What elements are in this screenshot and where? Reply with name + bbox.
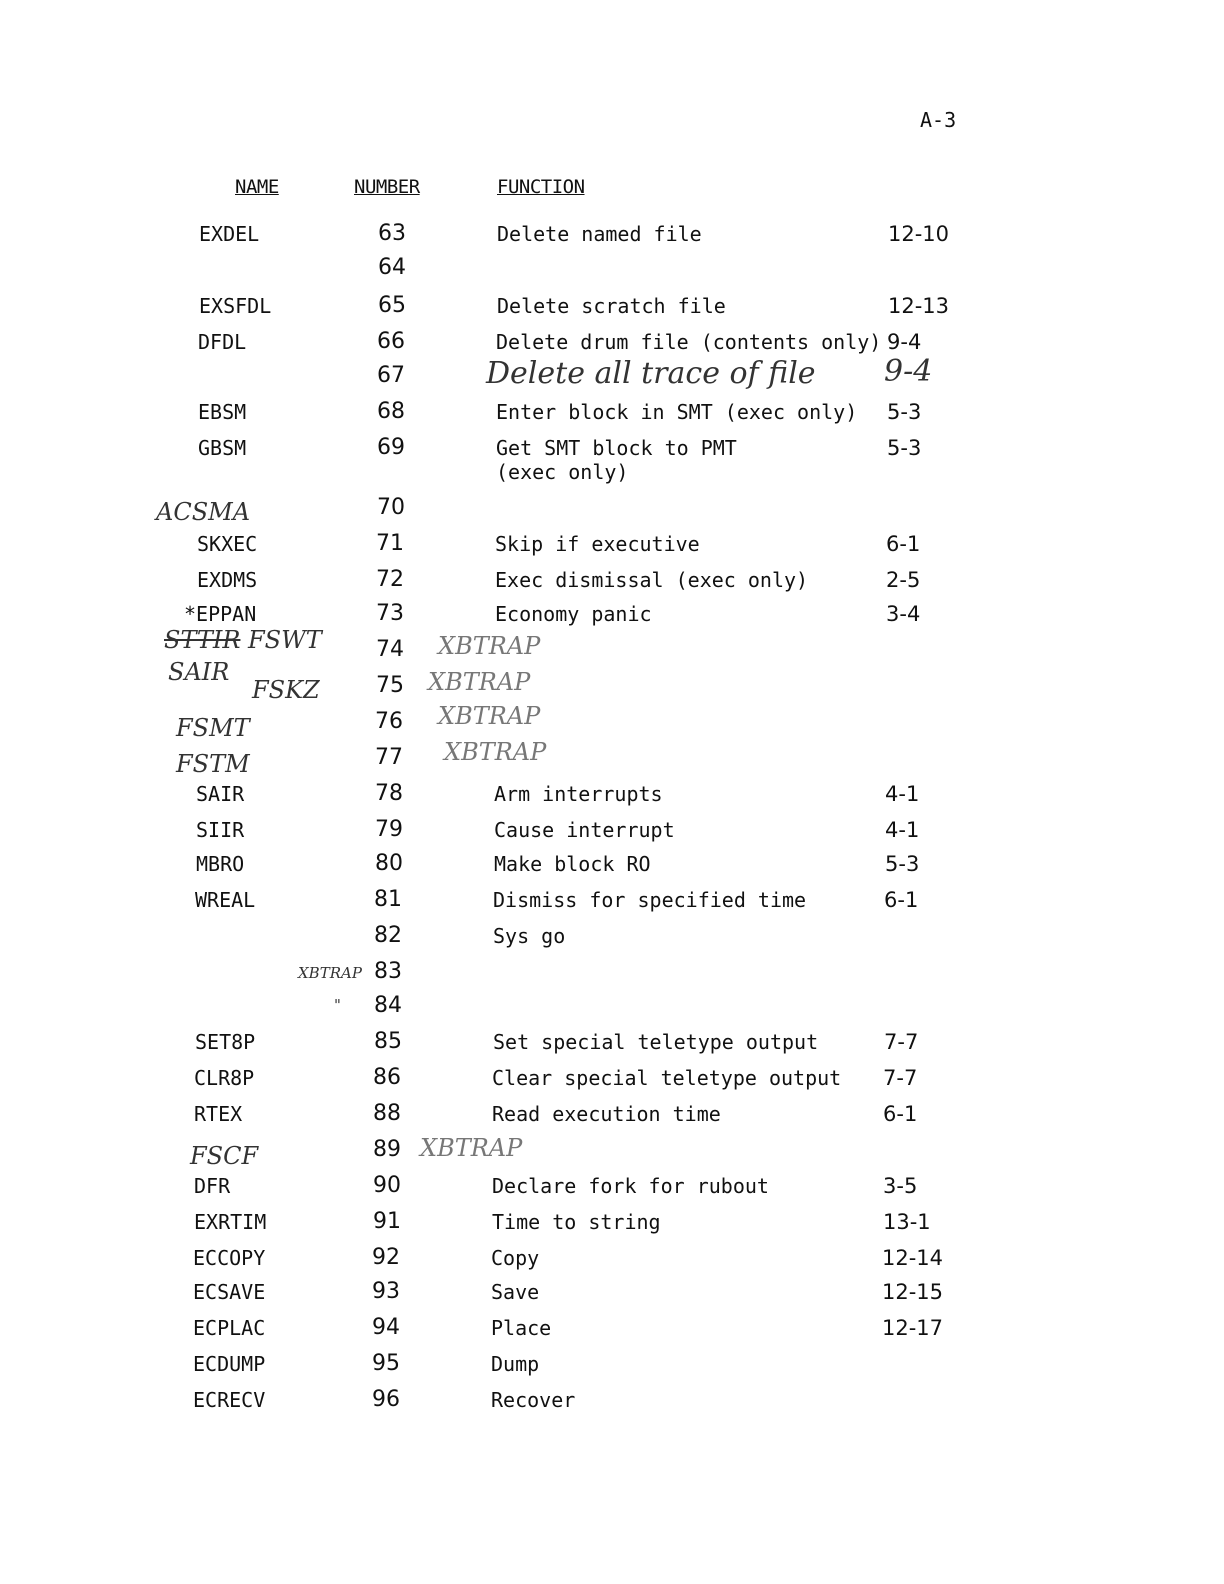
row-name: ECPLAC — [193, 1316, 266, 1340]
row-name: DFDL — [198, 330, 247, 354]
row-name: ECCOPY — [193, 1246, 266, 1270]
row-page-ref: 3-4 — [886, 602, 921, 626]
row-page-ref: 4-1 — [885, 782, 920, 806]
table-row — [0, 1174, 1224, 1202]
handwritten-note-84: " — [334, 996, 341, 1014]
row-page-ref: 5-3 — [887, 436, 922, 460]
row-page-ref: 12-17 — [882, 1316, 944, 1340]
table-row — [0, 435, 1224, 484]
table-row — [0, 1102, 1224, 1130]
row-page-ref: 3-5 — [883, 1174, 918, 1198]
row-number: 75 — [376, 673, 404, 698]
handwritten-name-76: FSMT — [176, 714, 250, 742]
row-number: 65 — [378, 293, 406, 318]
row-name: EBSM — [198, 400, 247, 424]
handwritten-name-74-struck: STTIR — [164, 626, 241, 654]
header-name: NAME — [235, 176, 279, 198]
table-row — [0, 256, 1224, 284]
row-page-ref: 7-7 — [883, 1066, 918, 1090]
row-number: 88 — [373, 1101, 401, 1126]
row-number: 66 — [377, 329, 405, 354]
row-function: Delete scratch file — [497, 294, 726, 318]
row-page-ref: 4-1 — [885, 818, 920, 842]
row-number: 67 — [377, 363, 405, 388]
row-function: Place — [491, 1316, 552, 1340]
table-row — [0, 1280, 1224, 1308]
table-row — [0, 994, 1224, 1022]
row-name: GBSM — [198, 436, 247, 460]
row-number: 93 — [372, 1279, 400, 1304]
handwritten-function-76: XBTRAP — [438, 702, 541, 730]
row-function: Get SMT block to PMT (exec only) — [496, 436, 737, 484]
row-page-ref: 6-1 — [884, 888, 919, 912]
row-page-ref: 12-13 — [888, 294, 950, 318]
table-row — [0, 400, 1224, 428]
row-function: Sys go — [493, 924, 566, 948]
row-page-ref: 2-5 — [886, 568, 921, 592]
row-number: 91 — [373, 1209, 401, 1234]
row-function: Delete named file — [497, 222, 702, 246]
handwritten-name-75: FSKZ — [252, 676, 320, 704]
row-number: 89 — [373, 1137, 401, 1162]
row-name: EXRTIM — [194, 1210, 267, 1234]
row-page-ref: 6-1 — [886, 532, 921, 556]
row-number: 82 — [374, 923, 402, 948]
row-number: 64 — [378, 255, 406, 280]
table-row — [0, 1138, 1224, 1166]
row-name: SIIR — [196, 818, 245, 842]
row-number: 83 — [374, 959, 402, 984]
row-function: Arm interrupts — [494, 782, 663, 806]
table-row — [0, 1352, 1224, 1380]
table-row — [0, 532, 1224, 560]
handwritten-function-74: XBTRAP — [438, 632, 541, 660]
row-number: 86 — [373, 1065, 401, 1090]
row-function: Set special teletype output — [493, 1030, 819, 1054]
header-function: FUNCTION — [497, 176, 585, 198]
row-name: ECRECV — [193, 1388, 266, 1412]
row-number: 92 — [372, 1245, 400, 1270]
row-number: 94 — [372, 1315, 400, 1340]
row-function: Recover — [491, 1388, 576, 1412]
header-number: NUMBER — [354, 176, 420, 198]
row-name: EXSFDL — [199, 294, 272, 318]
row-function: Economy panic — [495, 602, 652, 626]
row-number: 79 — [375, 817, 403, 842]
handwritten-name-70: ACSMA — [156, 498, 251, 526]
row-number: 95 — [372, 1351, 400, 1376]
row-name: ECDUMP — [193, 1352, 266, 1376]
row-function: Dump — [491, 1352, 540, 1376]
table-row — [0, 924, 1224, 952]
row-number: 69 — [377, 435, 405, 460]
table-row — [0, 818, 1224, 846]
row-number: 90 — [373, 1173, 401, 1198]
table-row — [0, 1030, 1224, 1058]
row-page-ref: 9-4 — [887, 330, 922, 354]
row-page-ref: 7-7 — [884, 1030, 919, 1054]
row-function: Time to string — [492, 1210, 661, 1234]
row-name: DFR — [194, 1174, 231, 1198]
row-page-ref: 6-1 — [883, 1102, 918, 1126]
handwritten-function-75: XBTRAP — [428, 668, 531, 696]
table-row — [0, 852, 1224, 880]
row-function: Delete drum file (contents only) — [496, 330, 882, 354]
handwritten-function-89: XBTRAP — [420, 1134, 523, 1162]
row-name: EXDEL — [199, 222, 260, 246]
handwritten-name-77: FSTM — [176, 750, 250, 778]
table-row — [0, 222, 1224, 250]
row-number: 63 — [378, 221, 406, 246]
table-row — [0, 330, 1224, 358]
row-function: Read execution time — [492, 1102, 721, 1126]
table-row — [0, 888, 1224, 916]
row-number: 78 — [375, 781, 403, 806]
handwritten-function-77: XBTRAP — [444, 738, 547, 766]
handwritten-name-74: FSWT — [248, 626, 322, 654]
table-row — [0, 1210, 1224, 1238]
row-number: 74 — [376, 637, 404, 662]
row-page-ref: 12-10 — [888, 222, 950, 246]
row-page-ref: 5-3 — [887, 400, 922, 424]
table-row — [0, 568, 1224, 596]
row-function: Exec dismissal (exec only) — [495, 568, 809, 592]
row-function: Clear special teletype output — [492, 1066, 842, 1090]
row-name: SKXEC — [197, 532, 258, 556]
row-name: WREAL — [195, 888, 256, 912]
row-function: Enter block in SMT (exec only) — [496, 400, 858, 424]
row-function: Make block RO — [494, 852, 651, 876]
row-number: 72 — [376, 567, 404, 592]
row-number: 96 — [372, 1387, 400, 1412]
table-row — [0, 1388, 1224, 1416]
row-name: RTEX — [194, 1102, 243, 1126]
row-name: MBRO — [196, 852, 245, 876]
row-name: EXDMS — [197, 568, 258, 592]
row-page-ref: 5-3 — [885, 852, 920, 876]
row-page-ref: 13-1 — [883, 1210, 931, 1234]
table-row — [0, 960, 1224, 988]
row-name: *EPPAN — [184, 602, 257, 626]
row-number: 81 — [374, 887, 402, 912]
handwritten-note-83: XBTRAP — [298, 964, 362, 982]
row-number: 84 — [374, 993, 402, 1018]
row-function: Dismiss for specified time — [493, 888, 807, 912]
handwritten-ref-67: 9-4 — [884, 354, 933, 389]
row-number: 80 — [375, 851, 403, 876]
row-page-ref: 12-15 — [882, 1280, 944, 1304]
row-number: 71 — [376, 531, 404, 556]
handwritten-name-89: FSCF — [190, 1142, 259, 1170]
row-function: Skip if executive — [495, 532, 700, 556]
table-row — [0, 782, 1224, 810]
row-number: 77 — [375, 745, 403, 770]
table-row — [0, 294, 1224, 322]
row-page-ref: 12-14 — [882, 1246, 944, 1270]
row-name: CLR8P — [194, 1066, 255, 1090]
row-function: Copy — [491, 1246, 540, 1270]
row-number: 68 — [377, 399, 405, 424]
row-number: 85 — [374, 1029, 402, 1054]
table-row — [0, 1246, 1224, 1274]
row-function: Cause interrupt — [494, 818, 675, 842]
row-number: 73 — [376, 601, 404, 626]
table-row — [0, 1066, 1224, 1094]
row-name: ECSAVE — [193, 1280, 266, 1304]
row-name: SAIR — [196, 782, 245, 806]
row-number: 76 — [375, 709, 403, 734]
row-function: Declare fork for rubout — [492, 1174, 769, 1198]
table-row — [0, 1316, 1224, 1344]
row-function: Save — [491, 1280, 540, 1304]
row-name: SET8P — [195, 1030, 256, 1054]
handwritten-name-75-old: SAIR — [168, 658, 230, 686]
row-number: 70 — [377, 495, 405, 520]
page-number: A-3 — [920, 108, 957, 132]
handwritten-function-67: Delete all trace of file — [486, 356, 816, 391]
